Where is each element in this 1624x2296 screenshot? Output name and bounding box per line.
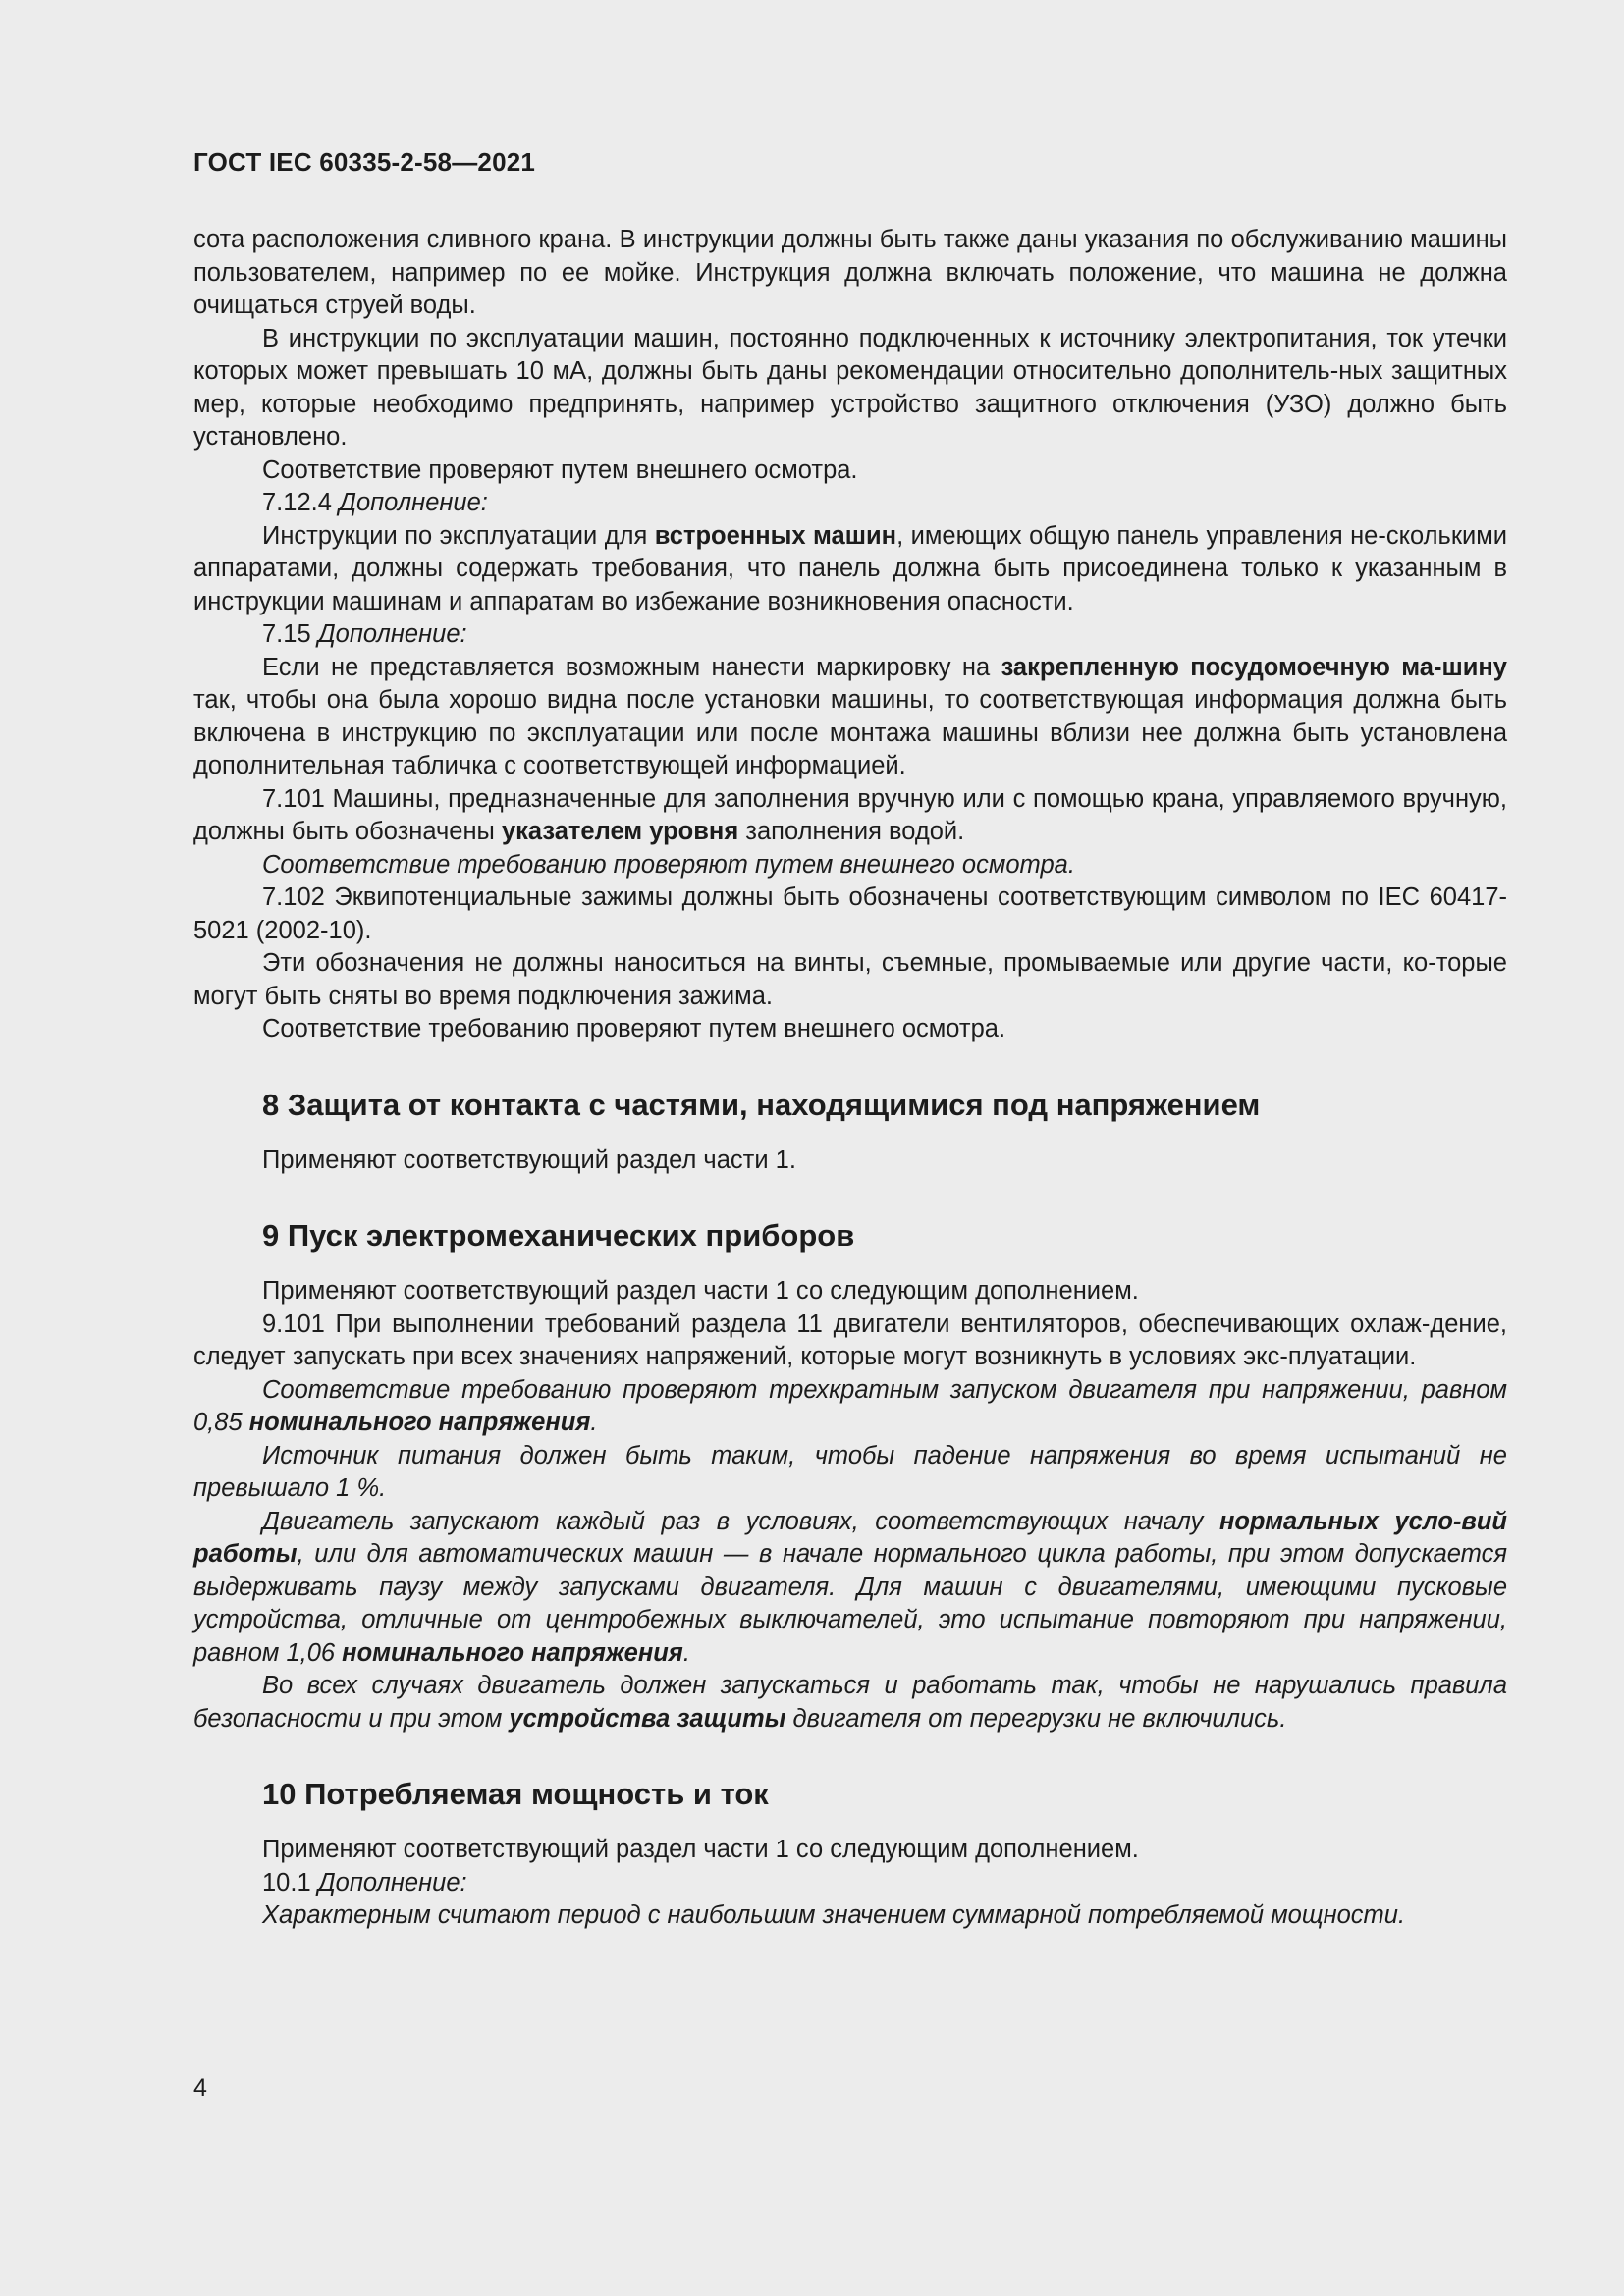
paragraph: В инструкции по эксплуатации машин, постоянно подключенных к источнику электропитания, ток утечки которых может превышать 10 мА, должны быть даны рекомендации относительно дополнитель-ных защитных мер, которые необходимо предпринять, например устройство защитного отключения (УЗО) должно быть установлено.: [193, 324, 1507, 451]
text-run: .: [590, 1409, 598, 1436]
term-bold: нормальных усло-вий работы: [193, 1507, 1507, 1568]
clause-number: 7.12.4: [262, 489, 339, 516]
term-bold: устройства защиты: [509, 1704, 786, 1733]
text-run: заполнения водой.: [738, 818, 965, 845]
text-run: Инструкции по эксплуатации для: [262, 521, 655, 550]
term-bold: закрепленную посудомоечную ма-шину: [1001, 653, 1507, 681]
compliance-note: [193, 1506, 1507, 1671]
paragraph: Применяют соответствующий раздел части 1 со следующим дополнением.: [262, 1836, 1139, 1863]
clause-heading: [193, 618, 1507, 652]
text-run: Двигатель запускают каждый раз в условиях, соответствующих началу: [262, 1507, 1219, 1535]
clause-label: Дополнение:: [317, 620, 467, 648]
compliance-note: Источник питания должен быть таким, чтобы падение напряжения во время испытаний не превышало 1 %.: [193, 1441, 1507, 1502]
clause-label: Дополнение:: [338, 489, 488, 516]
term-bold: номинального напряжения: [342, 1638, 683, 1667]
clause-heading: [193, 487, 1507, 520]
text-run: , имеющих общую панель управления не-сколькими аппаратами, должны содержать требования, что панель должна быть присоединена только к указанным в инструкции машинам и аппаратам во избежание возникновения опасности.: [193, 521, 1507, 615]
paragraph: [193, 520, 1507, 619]
paragraph: Применяют соответствующий раздел части 1.: [262, 1146, 796, 1174]
clause-number: 10.1: [262, 1868, 318, 1896]
compliance-note: [193, 1670, 1507, 1735]
text-run: Если не представляется возможным нанести маркировку на: [262, 653, 1001, 681]
clause-heading: [193, 1867, 1507, 1900]
text-run: , или для автоматических машин — в начале нормального цикла работы, при этом допускается выдерживать паузу между запусками двигателя. Для машин с двигателями, имеющими пусковые устройства, отличные от центробежных выключателей, это испытание повторяют при напряжении, равном 1,06: [193, 1540, 1507, 1667]
term-bold: встроенных машин: [654, 521, 897, 550]
document-body: [193, 224, 1507, 1933]
paragraph: [193, 783, 1507, 849]
paragraph: [193, 652, 1507, 783]
paragraph: 7.102 Эквипотенциальные зажимы должны быть обозначены соответствующим символом по IEC 60417-5021 (2002-10).: [193, 883, 1507, 944]
compliance-note: Характерным считают период с наибольшим значением суммарной потребляемой мощности.: [262, 1901, 1406, 1929]
compliance-note: Соответствие требованию проверяют путем внешнего осмотра.: [262, 850, 1075, 879]
clause-number: 7.15: [262, 620, 318, 648]
page-number: 4: [193, 2074, 207, 2102]
text-run: двигателя от перегрузки не включились.: [785, 1704, 1287, 1733]
section-heading-8: 8 Защита от контакта с частями, находящимися под напряжением: [262, 1087, 1261, 1122]
clause-label: Дополнение:: [317, 1868, 467, 1896]
document-header: ГОСТ IEC 60335-2-58—2021: [193, 147, 536, 177]
text-run: 7.101 Машины, предназначенные для заполнения вручную или с помощью крана, управляемого вручную, должны быть обозначены: [193, 784, 1507, 845]
paragraph: сота расположения сливного крана. В инструкции должны быть также даны указания по обслуживанию машины пользователем, например по ее мойке. Инструкция должна включать положение, что машина не должна очищаться струей воды.: [193, 226, 1507, 319]
text-run: так, чтобы она была хорошо видна после установки машины, то соответствующая информация должна быть включена в инструкцию по эксплуатации или после монтажа машины вблизи нее должна быть установлена дополнительная табличка с соответствующей информацией.: [193, 686, 1507, 779]
section-heading-10: 10 Потребляемая мощность и ток: [262, 1777, 769, 1811]
compliance-note: [193, 1374, 1507, 1440]
text-run: .: [682, 1638, 690, 1667]
paragraph: 9.101 При выполнении требований раздела 11 двигатели вентиляторов, обеспечивающих охлаж-дение, следует запускать при всех значениях напряжений, которые могут возникнуть в условиях экс-плуатации.: [193, 1309, 1507, 1370]
term-bold: указателем уровня: [501, 818, 739, 845]
text-run: Соответствие требованию проверяют трехкратным запуском двигателя при напряжении, равном 0,85: [193, 1375, 1507, 1436]
term-bold: номинального напряжения: [248, 1409, 591, 1436]
paragraph: Применяют соответствующий раздел части 1 со следующим дополнением.: [262, 1277, 1139, 1305]
text-run: Во всех случаях двигатель должен запускаться и работать так, чтобы не нарушались правила безопасности и при этом: [193, 1672, 1507, 1733]
paragraph: Соответствие проверяют путем внешнего осмотра.: [262, 455, 858, 484]
paragraph: Соответствие требованию проверяют путем внешнего осмотра.: [262, 1015, 1006, 1042]
section-heading-9: 9 Пуск электромеханических приборов: [262, 1218, 855, 1253]
paragraph: Эти обозначения не должны наноситься на винты, съемные, промываемые или другие части, ко-торые могут быть сняты во время подключения зажима.: [193, 949, 1507, 1010]
